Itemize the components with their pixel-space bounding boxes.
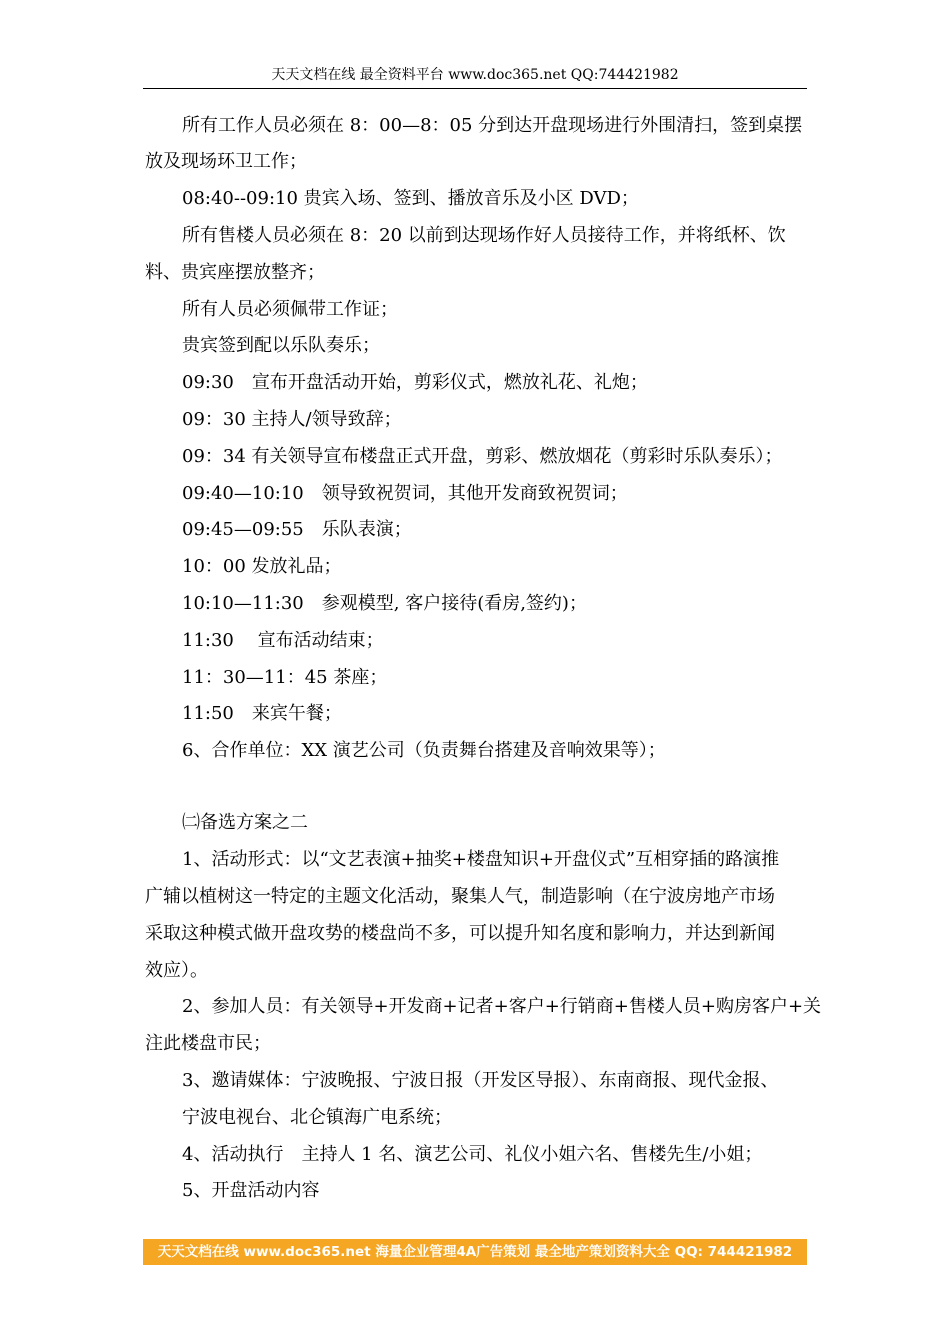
body-line: 09：34 有关领导宣布楼盘正式开盘，剪彩、燃放烟花（剪彩时乐队奏乐）；	[182, 446, 783, 467]
body-line: 09:45—09:55 乐队表演；	[182, 519, 412, 540]
body-line: 所有售楼人员必须在 8：20 以前到达现场作好人员接待工作，并将纸杯、饮	[182, 225, 786, 246]
section-heading: ㈡备选方案之二	[182, 812, 308, 833]
body-line: 注此楼盘市民；	[145, 1033, 271, 1054]
body-line: 09:40—10:10 领导致祝贺词，其他开发商致祝贺词；	[182, 483, 628, 504]
body-line: 料、贵宾座摆放整齐；	[145, 262, 325, 283]
body-line: 贵宾签到配以乐队奏乐；	[182, 335, 380, 356]
body-line: 2、参加人员：有关领导+开发商+记者+客户+行销商+售楼人员+购房客户+关	[182, 996, 822, 1017]
body-line: 采取这种模式做开盘攻势的楼盘尚不多，可以提升知名度和影响力，并达到新闻	[145, 923, 775, 944]
body-line: 11:50 来宾午餐；	[182, 703, 342, 724]
body-line: 效应）。	[145, 960, 208, 981]
body-line: 6、合作单位：XX 演艺公司（负责舞台搭建及音响效果等）；	[182, 740, 666, 761]
body-line: 10:10—11:30 参观模型, 客户接待(看房,签约)；	[182, 593, 587, 614]
footer-banner: 天天文档在线 www.doc365.net 海量企业管理4A广告策划 最全地产策划资料大全 QQ: 744421982	[143, 1239, 807, 1265]
body-line: 10：00 发放礼品；	[182, 556, 342, 577]
body-line: 11：30—11：45 茶座；	[182, 667, 388, 688]
body-line: 所有工作人员必须在 8：00—8：05 分到达开盘现场进行外围清扫，签到桌摆	[182, 115, 803, 136]
body-line: 广辅以植树这一特定的主题文化活动，聚集人气，制造影响（在宁波房地产市场	[145, 886, 775, 907]
page-header: 天天文档在线 最全资料平台 www.doc365.net QQ:744421982	[143, 62, 807, 89]
body-line: 放及现场环卫工作；	[145, 151, 307, 172]
body-line: 5、开盘活动内容	[182, 1180, 320, 1201]
body-line: 09:30 宣布开盘活动开始，剪彩仪式，燃放礼花、礼炮；	[182, 372, 648, 393]
body-line: 4、活动执行 主持人 1 名、演艺公司、礼仪小姐六名、售楼先生/小姐；	[182, 1144, 763, 1165]
body-line: 3、邀请媒体：宁波晚报、宁波日报（开发区导报）、东南商报、现代金报、	[182, 1070, 779, 1091]
body-line: 所有人员必须佩带工作证；	[182, 299, 398, 320]
body-line: 09：30 主持人/领导致辞；	[182, 409, 402, 430]
body-line: 宁波电视台、北仑镇海广电系统；	[182, 1107, 452, 1128]
body-line: 08:40--09:10 贵宾入场、签到、播放音乐及小区 DVD；	[182, 188, 639, 209]
body-line: 1、活动形式：以“文艺表演+抽奖+楼盘知识+开盘仪式”互相穿插的路演推	[182, 849, 780, 870]
body-line: 11:30 宣布活动结束；	[182, 630, 384, 651]
